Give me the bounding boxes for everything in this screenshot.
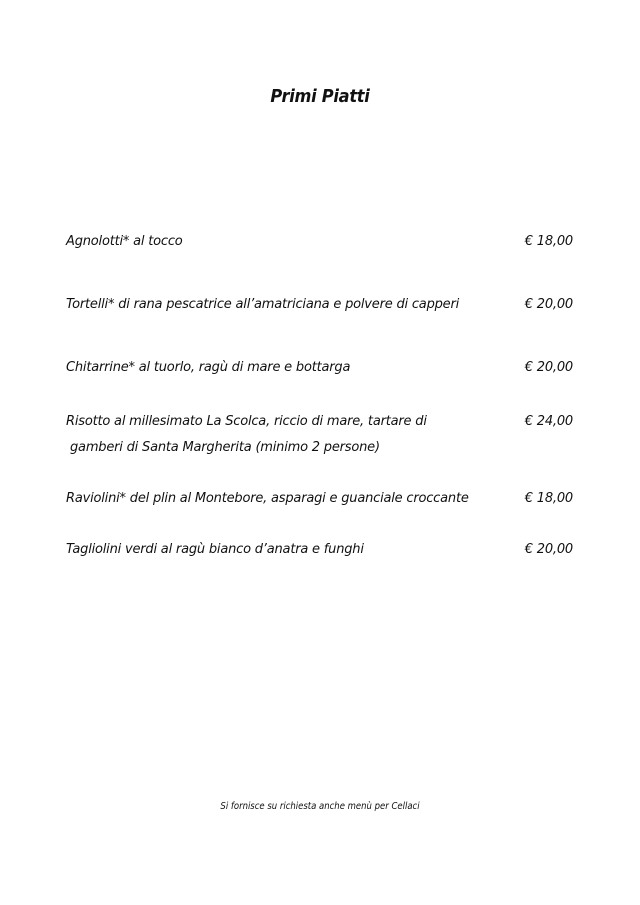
menu-item-name: Raviolini* del plin al Montebore, asparagi e guanciale croccante (66, 491, 469, 506)
menu-item-name: Chitarrine* al tuorlo, ragù di mare e bottarga (66, 360, 351, 375)
footnote: Si fornisce su richiesta anche menù per Cellaci (220, 801, 420, 812)
menu-item-price: € 20,00 (524, 360, 573, 375)
menu-item-price: € 20,00 (524, 297, 573, 312)
menu-item-price: € 24,00 (524, 414, 573, 429)
menu-item-name: Agnolotti* al tocco (66, 234, 183, 249)
page-title: Primi Piatti (270, 86, 370, 107)
menu-item-price: € 20,00 (524, 542, 573, 557)
menu-item-name: Risotto al millesimato La Scolca, riccio di mare, tartare di (66, 414, 427, 429)
menu-item-name-line2: gamberi di Santa Margherita (minimo 2 persone) (70, 440, 380, 455)
menu-item-price: € 18,00 (524, 234, 573, 249)
menu-item-name: Tortelli* di rana pescatrice all’amatriciana e polvere di capperi (66, 297, 460, 312)
menu-item-name: Tagliolini verdi al ragù bianco d’anatra e funghi (66, 542, 364, 557)
menu-item-name-multiline (66, 409, 466, 461)
menu-item-price: € 18,00 (524, 491, 573, 506)
